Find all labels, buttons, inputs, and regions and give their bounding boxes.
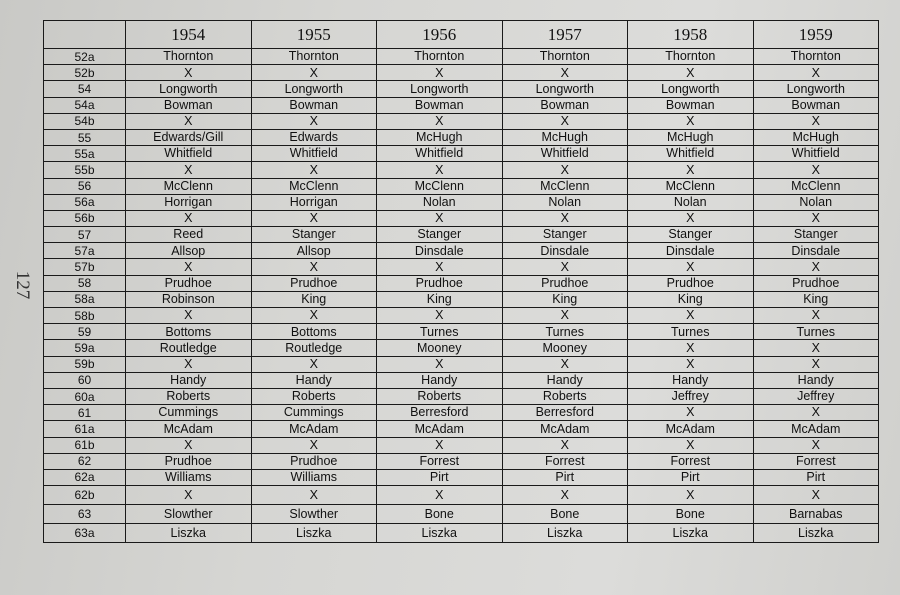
occupant-cell: McClenn (251, 178, 377, 194)
plot-ref-cell: 55 (44, 129, 126, 145)
table-row (44, 437, 879, 453)
table-row (44, 146, 879, 162)
plot-ref-cell: 55a (44, 146, 126, 162)
occupant-cell: Routledge (126, 340, 252, 356)
occupant-cell: Nolan (377, 194, 503, 210)
occupant-cell: Berresford (502, 405, 628, 421)
occupant-cell: McHugh (502, 129, 628, 145)
occupant-cell: Dinsdale (753, 243, 879, 259)
occupant-cell: Pirt (628, 469, 754, 485)
occupant-cell: X (628, 210, 754, 226)
table-row (44, 388, 879, 404)
table-row (44, 243, 879, 259)
occupant-cell: Liszka (126, 524, 252, 543)
occupant-cell: X (502, 210, 628, 226)
table-row (44, 340, 879, 356)
occupant-cell: Thornton (753, 49, 879, 65)
occupant-cell: X (753, 162, 879, 178)
occupant-cell: Whitfield (628, 146, 754, 162)
occupant-cell: Handy (753, 372, 879, 388)
table-row (44, 453, 879, 469)
occupant-cell: X (628, 308, 754, 324)
occupant-cell: X (377, 486, 503, 505)
plot-ref-cell: 58a (44, 291, 126, 307)
occupant-cell: X (377, 259, 503, 275)
occupant-cell: Mooney (502, 340, 628, 356)
occupant-cell: Bowman (502, 97, 628, 113)
records-table (43, 20, 879, 543)
table-row (44, 405, 879, 421)
table-row (44, 65, 879, 81)
occupant-cell: X (126, 113, 252, 129)
occupant-cell: X (628, 405, 754, 421)
occupant-cell: Bowman (628, 97, 754, 113)
occupant-cell: Liszka (377, 524, 503, 543)
occupant-cell: Longworth (377, 81, 503, 97)
occupant-cell: X (628, 486, 754, 505)
occupant-cell: Liszka (753, 524, 879, 543)
occupant-cell: King (628, 291, 754, 307)
occupant-cell: Thornton (377, 49, 503, 65)
occupant-cell: Nolan (628, 194, 754, 210)
table-row (44, 505, 879, 524)
occupant-cell: Handy (502, 372, 628, 388)
occupant-cell: X (377, 162, 503, 178)
occupant-cell: X (753, 113, 879, 129)
occupant-cell: X (628, 162, 754, 178)
occupant-cell: X (251, 113, 377, 129)
occupant-cell: X (753, 437, 879, 453)
occupant-cell: Roberts (251, 388, 377, 404)
plot-ref-cell: 59b (44, 356, 126, 372)
occupant-cell: Berresford (377, 405, 503, 421)
header-year: 1958 (628, 21, 754, 49)
plot-ref-cell: 63a (44, 524, 126, 543)
table-row (44, 210, 879, 226)
table-header (44, 21, 879, 49)
occupant-cell: X (753, 486, 879, 505)
occupant-cell: Bottoms (126, 324, 252, 340)
plot-ref-cell: 61b (44, 437, 126, 453)
occupant-cell: Edwards/Gill (126, 129, 252, 145)
occupant-cell: Bowman (753, 97, 879, 113)
occupant-cell: Prudhoe (502, 275, 628, 291)
occupant-cell: Forrest (502, 453, 628, 469)
occupant-cell: X (502, 162, 628, 178)
occupant-cell: X (251, 210, 377, 226)
occupant-cell: X (126, 259, 252, 275)
occupant-cell: Longworth (628, 81, 754, 97)
occupant-cell: Longworth (753, 81, 879, 97)
occupant-cell: Nolan (502, 194, 628, 210)
occupant-cell: Nolan (753, 194, 879, 210)
table-row (44, 49, 879, 65)
occupant-cell: Roberts (377, 388, 503, 404)
occupant-cell: X (251, 486, 377, 505)
table-row (44, 486, 879, 505)
occupant-cell: McAdam (126, 421, 252, 437)
occupant-cell: Thornton (126, 49, 252, 65)
occupant-cell: X (377, 113, 503, 129)
occupant-cell: Bowman (377, 97, 503, 113)
plot-ref-cell: 57a (44, 243, 126, 259)
occupant-cell: Prudhoe (126, 453, 252, 469)
occupant-cell: Jeffrey (753, 388, 879, 404)
occupant-cell: X (753, 308, 879, 324)
occupant-cell: McAdam (628, 421, 754, 437)
occupant-cell: Forrest (628, 453, 754, 469)
occupant-cell: X (502, 437, 628, 453)
occupant-cell: X (377, 65, 503, 81)
occupant-cell: Longworth (251, 81, 377, 97)
occupant-cell: McClenn (126, 178, 252, 194)
occupant-cell: McClenn (502, 178, 628, 194)
page-number: 127 (12, 270, 33, 300)
occupant-cell: X (377, 210, 503, 226)
occupant-cell: Thornton (251, 49, 377, 65)
plot-ref-cell: 54b (44, 113, 126, 129)
occupant-cell: Routledge (251, 340, 377, 356)
occupant-cell: X (502, 113, 628, 129)
occupant-cell: Stanger (753, 227, 879, 243)
occupant-cell: Bottoms (251, 324, 377, 340)
table-row (44, 356, 879, 372)
occupant-cell: Handy (126, 372, 252, 388)
occupant-cell: Whitfield (502, 146, 628, 162)
occupant-cell: McClenn (628, 178, 754, 194)
table-row (44, 308, 879, 324)
occupant-cell: X (126, 210, 252, 226)
plot-ref-cell: 58b (44, 308, 126, 324)
plot-ref-cell: 56a (44, 194, 126, 210)
occupant-cell: X (502, 486, 628, 505)
occupant-cell: Turnes (753, 324, 879, 340)
occupant-cell: Pirt (377, 469, 503, 485)
occupant-cell: McAdam (753, 421, 879, 437)
occupant-cell: Robinson (126, 291, 252, 307)
occupant-cell: Stanger (377, 227, 503, 243)
occupant-cell: Cummings (126, 405, 252, 421)
header-year: 1959 (753, 21, 879, 49)
occupant-cell: X (628, 340, 754, 356)
occupant-cell: Prudhoe (628, 275, 754, 291)
plot-ref-cell: 59 (44, 324, 126, 340)
occupant-cell: X (628, 259, 754, 275)
occupant-cell: X (377, 437, 503, 453)
occupant-cell: X (251, 437, 377, 453)
occupant-cell: Liszka (628, 524, 754, 543)
occupant-cell: Edwards (251, 129, 377, 145)
table-row (44, 324, 879, 340)
occupant-cell: X (251, 356, 377, 372)
occupant-cell: X (251, 65, 377, 81)
plot-ref-cell: 52b (44, 65, 126, 81)
occupant-cell: Bone (377, 505, 503, 524)
occupant-cell: Cummings (251, 405, 377, 421)
table-row (44, 97, 879, 113)
occupant-cell: McAdam (377, 421, 503, 437)
occupant-cell: Stanger (502, 227, 628, 243)
occupant-cell: X (753, 340, 879, 356)
occupant-cell: Bone (502, 505, 628, 524)
occupant-cell: Allsop (251, 243, 377, 259)
occupant-cell: X (126, 356, 252, 372)
occupant-cell: X (377, 356, 503, 372)
header-year: 1957 (502, 21, 628, 49)
occupant-cell: Forrest (753, 453, 879, 469)
occupant-cell: Whitfield (377, 146, 503, 162)
occupant-cell: X (251, 308, 377, 324)
occupant-cell: Prudhoe (251, 275, 377, 291)
plot-ref-cell: 57 (44, 227, 126, 243)
occupant-cell: Dinsdale (628, 243, 754, 259)
table-row (44, 178, 879, 194)
plot-ref-cell: 60a (44, 388, 126, 404)
table-row (44, 524, 879, 543)
table-row (44, 81, 879, 97)
plot-ref-cell: 59a (44, 340, 126, 356)
occupant-cell: X (753, 405, 879, 421)
table-row (44, 275, 879, 291)
occupant-cell: McHugh (377, 129, 503, 145)
header-row (44, 21, 879, 49)
table-row (44, 469, 879, 485)
occupant-cell: X (502, 259, 628, 275)
table-body (44, 49, 879, 543)
occupant-cell: King (753, 291, 879, 307)
occupant-cell: Slowther (251, 505, 377, 524)
plot-ref-cell: 58 (44, 275, 126, 291)
occupant-cell: X (502, 356, 628, 372)
occupant-cell: Handy (251, 372, 377, 388)
occupant-cell: Pirt (502, 469, 628, 485)
occupant-cell: X (628, 65, 754, 81)
occupant-cell: X (628, 437, 754, 453)
occupant-cell: Horrigan (126, 194, 252, 210)
occupant-cell: McAdam (251, 421, 377, 437)
occupant-cell: Turnes (628, 324, 754, 340)
occupant-cell: Williams (126, 469, 252, 485)
occupant-cell: Whitfield (251, 146, 377, 162)
table-row (44, 372, 879, 388)
occupant-cell: Longworth (502, 81, 628, 97)
occupant-cell: McHugh (628, 129, 754, 145)
occupant-cell: Turnes (377, 324, 503, 340)
occupant-cell: Barnabas (753, 505, 879, 524)
occupant-cell: Turnes (502, 324, 628, 340)
occupant-cell: King (251, 291, 377, 307)
plot-ref-cell: 56 (44, 178, 126, 194)
occupant-cell: Dinsdale (377, 243, 503, 259)
occupant-cell: Handy (377, 372, 503, 388)
plot-ref-cell: 60 (44, 372, 126, 388)
occupant-cell: X (126, 308, 252, 324)
occupant-cell: Prudhoe (753, 275, 879, 291)
plot-ref-cell: 62 (44, 453, 126, 469)
plot-ref-cell: 52a (44, 49, 126, 65)
occupant-cell: X (628, 113, 754, 129)
occupant-cell: Horrigan (251, 194, 377, 210)
occupant-cell: Liszka (502, 524, 628, 543)
table-row (44, 259, 879, 275)
occupant-cell: Stanger (251, 227, 377, 243)
occupant-cell: X (126, 65, 252, 81)
occupant-cell: Pirt (753, 469, 879, 485)
plot-ref-cell: 57b (44, 259, 126, 275)
occupant-cell: McHugh (753, 129, 879, 145)
occupant-cell: X (753, 65, 879, 81)
plot-ref-cell: 62a (44, 469, 126, 485)
occupant-cell: X (502, 65, 628, 81)
occupant-cell: King (377, 291, 503, 307)
table-row (44, 291, 879, 307)
occupant-cell: X (126, 437, 252, 453)
table-row (44, 421, 879, 437)
occupant-cell: X (628, 356, 754, 372)
occupant-cell: Jeffrey (628, 388, 754, 404)
occupant-cell: Forrest (377, 453, 503, 469)
occupant-cell: McAdam (502, 421, 628, 437)
occupant-cell: Liszka (251, 524, 377, 543)
occupant-cell: X (502, 308, 628, 324)
occupant-cell: King (502, 291, 628, 307)
occupant-cell: Longworth (126, 81, 252, 97)
occupant-cell: Prudhoe (251, 453, 377, 469)
occupant-cell: Allsop (126, 243, 252, 259)
occupant-cell: X (126, 162, 252, 178)
table-row (44, 227, 879, 243)
table-row (44, 113, 879, 129)
occupant-cell: McClenn (753, 178, 879, 194)
occupant-cell: X (753, 210, 879, 226)
occupant-cell: X (126, 486, 252, 505)
plot-ref-cell: 56b (44, 210, 126, 226)
occupant-cell: X (753, 356, 879, 372)
occupant-cell: Slowther (126, 505, 252, 524)
occupant-cell: X (377, 308, 503, 324)
occupant-cell: Prudhoe (126, 275, 252, 291)
occupant-cell: Williams (251, 469, 377, 485)
plot-ref-cell: 61a (44, 421, 126, 437)
occupant-cell: Roberts (502, 388, 628, 404)
header-year: 1956 (377, 21, 503, 49)
occupant-cell: X (753, 259, 879, 275)
occupant-cell: Roberts (126, 388, 252, 404)
occupant-cell: Mooney (377, 340, 503, 356)
occupant-cell: Thornton (502, 49, 628, 65)
plot-ref-cell: 62b (44, 486, 126, 505)
occupant-cell: Whitfield (753, 146, 879, 162)
plot-ref-cell: 63 (44, 505, 126, 524)
occupant-cell: Dinsdale (502, 243, 628, 259)
occupant-cell: Bowman (251, 97, 377, 113)
header-year: 1954 (126, 21, 252, 49)
occupant-cell: McClenn (377, 178, 503, 194)
occupant-cell: Reed (126, 227, 252, 243)
occupant-cell: Handy (628, 372, 754, 388)
occupant-cell: Whitfield (126, 146, 252, 162)
plot-ref-cell: 61 (44, 405, 126, 421)
occupant-cell: Prudhoe (377, 275, 503, 291)
header-ref (44, 21, 126, 49)
occupant-cell: Bone (628, 505, 754, 524)
plot-ref-cell: 54a (44, 97, 126, 113)
plot-ref-cell: 55b (44, 162, 126, 178)
occupant-cell: Thornton (628, 49, 754, 65)
plot-ref-cell: 54 (44, 81, 126, 97)
table-row (44, 162, 879, 178)
table-row (44, 129, 879, 145)
occupant-cell: X (251, 162, 377, 178)
occupant-cell: X (251, 259, 377, 275)
occupant-cell: Stanger (628, 227, 754, 243)
table-row (44, 194, 879, 210)
header-year: 1955 (251, 21, 377, 49)
occupant-cell: Bowman (126, 97, 252, 113)
